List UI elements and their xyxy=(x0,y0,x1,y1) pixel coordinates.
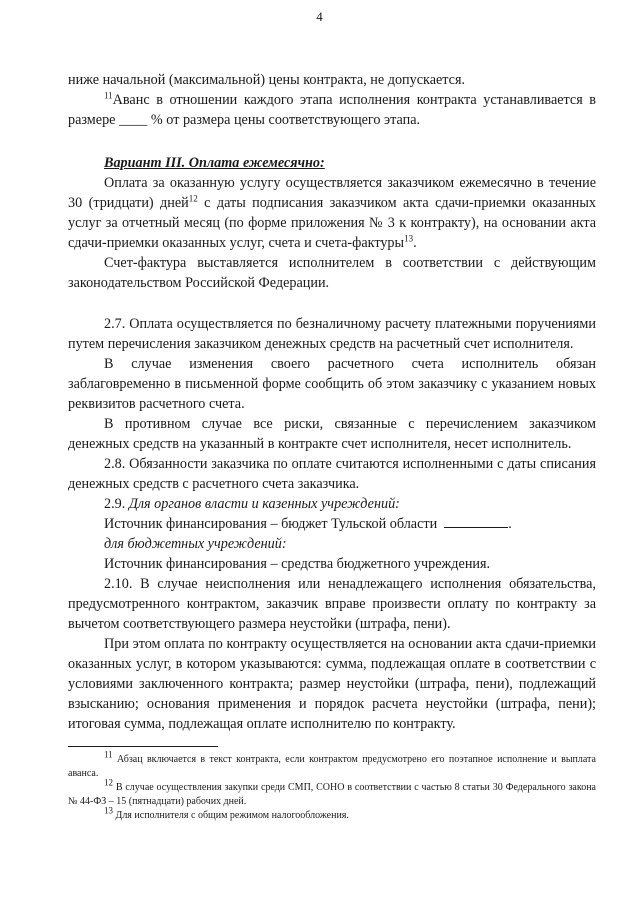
paragraph-2-9 xyxy=(68,494,596,514)
footnote-11 xyxy=(68,749,596,781)
paragraph-2-7: 2.7. Оплата осуществляется по безналичному расчету платежными поручениями путем перечисления заказчиком денежных средств на расчетный счет исполнителя. xyxy=(68,316,596,352)
paragraph-funding-institution: Источник финансирования – средства бюджетного учреждения. xyxy=(104,556,491,572)
funding-region-end: . xyxy=(508,516,512,532)
footnote-ref-13: 13 xyxy=(404,233,414,244)
paragraph-advance xyxy=(68,90,596,130)
document-body xyxy=(68,70,596,734)
paragraph-monthly-payment-a: Оплата за оказанную услугу осуществляется заказчиком ежемесячно в течение 30 (тридцати) дней xyxy=(68,175,596,211)
footnote-13 xyxy=(68,805,596,823)
page-number: 4 xyxy=(316,9,323,24)
funding-region-text: Источник финансирования – бюджет Тульской области xyxy=(104,516,438,532)
paragraph-act-contents: При этом оплата по контракту осуществляется на основании акта сдачи-приемки оказанных услуг, в котором указываются: сумма, подлежащая оплате в соответствии с условиями заключенного контракта; размер неустойки (штрафа, пени), подлежащий взысканию; основания применения и порядок расчета неустойки (штрафа, пени); итоговая сумма, подлежащая оплате исполнителю по контракту. xyxy=(68,636,596,732)
footnote-ref-11: 11 xyxy=(104,90,113,101)
paragraph-invoice: Счет-фактура выставляется исполнителем в соответствии с действующим законодательством Российской Федерации. xyxy=(68,255,596,291)
footnote-text: В случае осуществления закупки среди СМП, СОНО в соответствии с частью 8 статьи 30 Федерального закона № 44-ФЗ – 15 (пятнадцати) рабочих дней. xyxy=(68,782,596,807)
paragraph-monthly-payment-b: с даты подписания заказчиком акта сдачи-приемки оказанных услуг за отчетный месяц (по форме приложения № 3 к контракту), на основании акта сдачи-приемки оказанных услуг, счета и счета-фактуры xyxy=(68,195,596,251)
paragraph-account-change: В случае изменения своего расчетного счета исполнитель обязан заблаговременно в письменной форме сообщить об этом заказчику с указанием новых реквизитов расчетного счета. xyxy=(68,356,596,412)
footnote-text: Абзац включается в текст контракта, если контрактом предусмотрено его поэтапное исполнение и выплата аванса. xyxy=(68,754,596,779)
footnote-text: Для исполнителя с общим режимом налогообложения. xyxy=(113,810,349,821)
paragraph-2-9-number: 2.9. xyxy=(104,496,129,512)
blank-line xyxy=(444,514,508,528)
footnote-mark: 12 xyxy=(104,777,113,788)
paragraph-price-limit: ниже начальной (максимальной) цены контракта, не допускается. xyxy=(68,72,466,88)
footnotes xyxy=(68,746,596,823)
paragraph-2-8: 2.8. Обязанности заказчика по оплате считаются исполненными с даты списания денежных средств с расчетного счета заказчика. xyxy=(68,456,596,492)
paragraph-2-10: 2.10. В случае неисполнения или ненадлежащего исполнения обязательства, предусмотренного контрактом, заказчик вправе произвести оплату по контракту за вычетом соответствующего размера неустойки (штрафа, пени). xyxy=(68,576,596,632)
footnote-separator xyxy=(68,746,218,747)
paragraph-advance-text: Аванс в отношении каждого этапа исполнения контракта устанавливается в размере ____ % от размера цены соответствующего этапа. xyxy=(68,92,596,128)
footnote-12 xyxy=(68,777,596,809)
variant-heading: Вариант III. Оплата ежемесячно: xyxy=(104,155,325,171)
footnote-mark: 11 xyxy=(104,749,113,760)
footnote-ref-12: 12 xyxy=(188,193,198,204)
paragraph-monthly-payment xyxy=(68,173,596,253)
paragraph-risks: В противном случае все риски, связанные с перечислением заказчиком денежных средств на указанный в контракте счет исполнителя, несет исполнитель. xyxy=(68,416,596,452)
paragraph-2-9-italic: Для органов власти и казенных учреждений: xyxy=(128,496,400,512)
paragraph-funding-region xyxy=(68,514,596,534)
paragraph-monthly-payment-c: . xyxy=(413,235,417,251)
paragraph-budget-institutions: для бюджетных учреждений: xyxy=(104,536,287,552)
footnote-mark: 13 xyxy=(104,805,113,816)
